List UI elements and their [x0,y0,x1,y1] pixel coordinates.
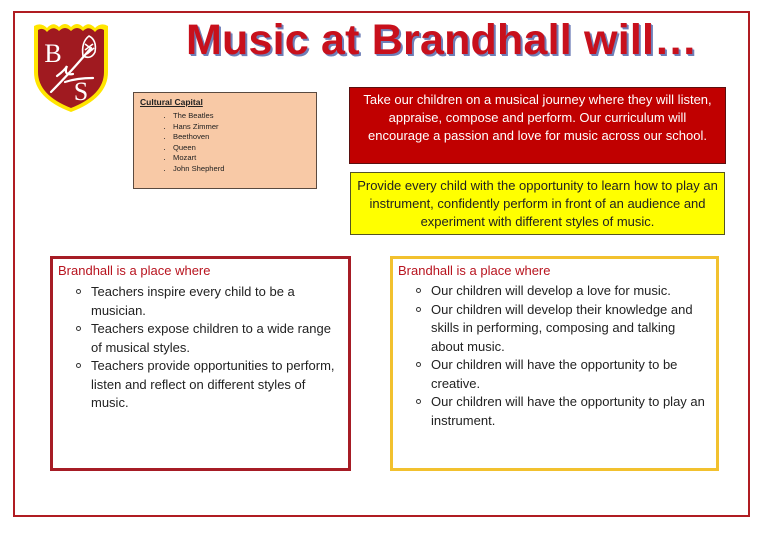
list-item [91,283,342,320]
list-item-text: Our children will have the opportunity to play an instrument. [431,394,705,428]
panel-heading: Brandhall is a place where [58,263,211,278]
list-item [431,301,710,357]
circle-bullet-icon [76,326,81,331]
list-item: • Beethoven [173,132,310,143]
list-item [431,356,710,393]
list-item [431,393,710,430]
intent-statement-yellow: Provide every child with the opportunity to learn how to play an instrument, confidently perform in front of an audience and experiment with different styles of music. [350,172,725,235]
logo-letter-s: S [73,77,89,106]
list-item: • The Beatles [173,111,310,122]
circle-bullet-icon [416,307,421,312]
teachers-list [53,283,348,413]
circle-bullet-icon [76,363,81,368]
list-item: • Hans Zimmer [173,122,310,133]
list-item [91,357,342,413]
panel-heading: Brandhall is a place where [398,263,551,278]
circle-bullet-icon [76,289,81,294]
list-item [91,320,342,357]
children-panel [390,256,719,471]
list-item-text: Our children will have the opportunity to be creative. [431,357,678,391]
page-title: Music at Brandhall will… [186,16,698,64]
list-item-text: Teachers expose children to a wide range of musical styles. [91,321,331,355]
cultural-capital-box [133,92,317,189]
teachers-panel [50,256,351,471]
list-item: • John Shepherd [173,164,310,175]
list-item [431,282,710,301]
list-item: • Mozart [173,153,310,164]
cultural-capital-list [140,111,310,175]
circle-bullet-icon [416,288,421,293]
list-item-text: Our children will develop a love for music. [431,283,671,298]
intent-statement-red: Take our children on a musical journey where they will listen, appraise, compose and perform. Our curriculum will encourage a passion and love for music across our school. [349,87,726,164]
cultural-capital-title: Cultural Capital [140,97,203,107]
circle-bullet-icon [416,399,421,404]
logo-letter-b: B [44,39,62,68]
list-item-text: Teachers inspire every child to be a musician. [91,284,295,318]
school-crest-shield-icon [31,20,111,114]
children-list [393,282,716,430]
circle-bullet-icon [416,362,421,367]
list-item-text: Our children will develop their knowledge and skills in performing, composing and talking about music. [431,301,693,354]
list-item-text: Teachers provide opportunities to perform, listen and reflect on different styles of music. [91,358,335,410]
list-item: • Queen [173,143,310,154]
